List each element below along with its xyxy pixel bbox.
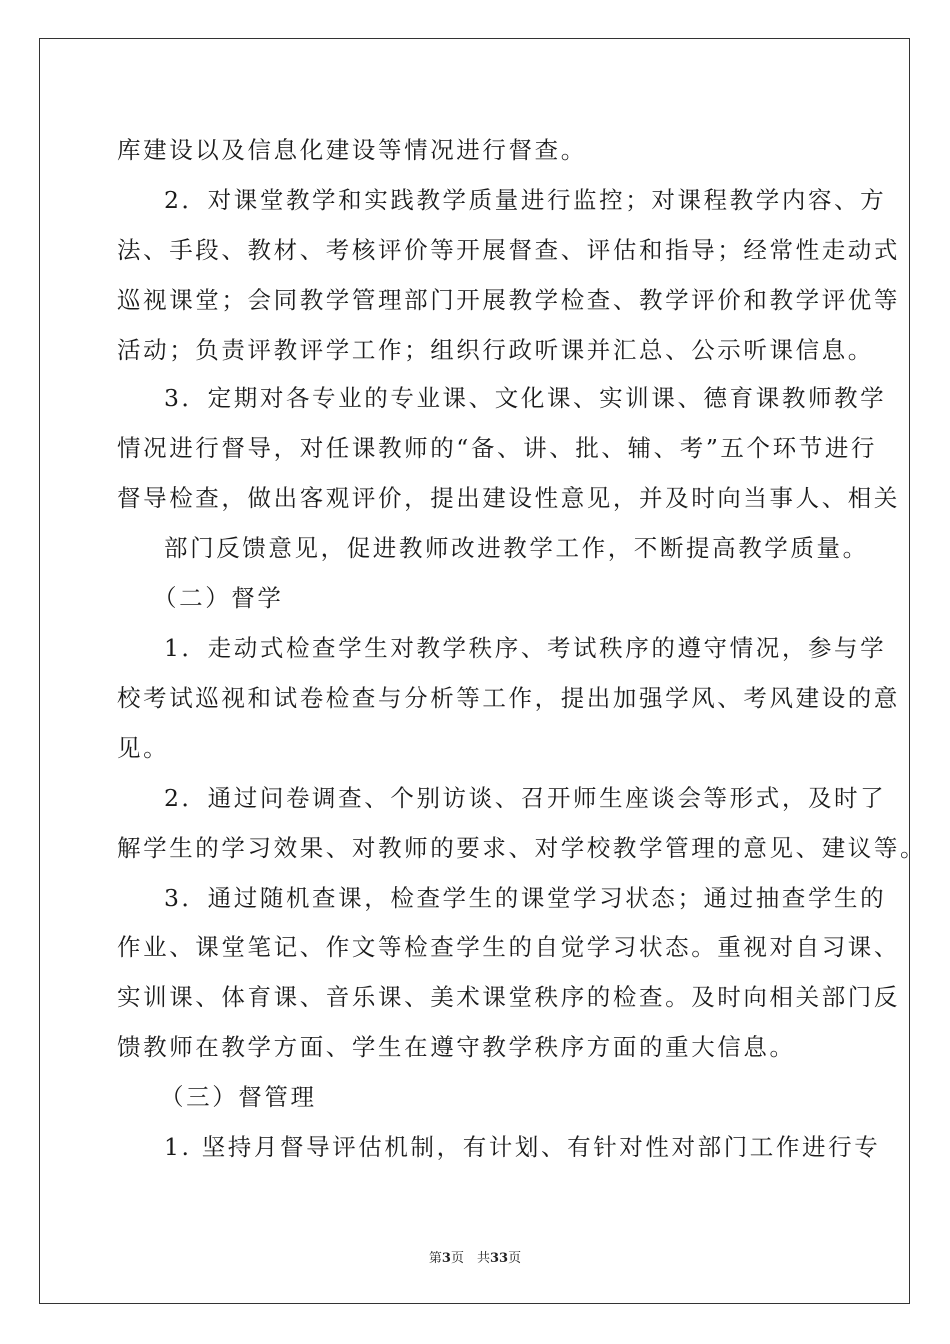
body-line: 实训课、体育课、音乐课、美术课堂秩序的检查。及时向相关部门反 — [117, 983, 900, 1011]
body-line: 3．通过随机查课，检查学生的课堂学习状态；通过抽查学生的 — [164, 884, 887, 912]
total-page-count: 33 — [489, 1251, 509, 1266]
footer-suffix: 页 — [508, 1251, 522, 1266]
body-line: 法、手段、教材、考核评价等开展督查、评估和指导；经常性走动式 — [117, 236, 900, 264]
section-heading: （三）督管理 — [160, 1083, 317, 1111]
body-line: 作业、课堂笔记、作文等检查学生的自觉学习状态。重视对自习课、 — [117, 933, 900, 961]
body-line: 部门反馈意见，促进教师改进教学工作，不断提高教学质量。 — [164, 534, 869, 562]
body-line: 3．定期对各专业的专业课、文化课、实训课、德育课教师教学 — [164, 384, 887, 412]
body-line: 督导检查，做出客观评价，提出建设性意见，并及时向当事人、相关 — [117, 484, 900, 512]
footer-prefix: 第 — [428, 1251, 442, 1266]
body-line: 库建设以及信息化建设等情况进行督查。 — [117, 136, 587, 164]
page-border — [39, 38, 910, 1304]
body-line: 1. 坚持月督导评估机制，有计划、有针对性对部门工作进行专 — [164, 1133, 881, 1161]
body-line: 校考试巡视和试卷检查与分析等工作，提出加强学风、考风建设的意 — [117, 684, 900, 712]
body-line: 2．对课堂教学和实践教学质量进行监控；对课程教学内容、方 — [164, 186, 887, 214]
page-footer — [0, 1247, 950, 1266]
body-line: 解学生的学习效果、对教师的要求、对学校教学管理的意见、建议等。 — [117, 834, 927, 862]
current-page-number: 3 — [441, 1251, 451, 1266]
body-line: 情况进行督导，对任课教师的“备、讲、批、辅、考”五个环节进行 — [117, 434, 878, 462]
body-line: 活动；负责评教评学工作；组织行政听课并汇总、公示听课信息。 — [117, 336, 874, 364]
body-line: 1．走动式检查学生对教学秩序、考试秩序的遵守情况，参与学 — [164, 634, 887, 662]
body-line: 见。 — [117, 734, 170, 762]
body-line: 巡视课堂；会同教学管理部门开展教学检查、教学评价和教学评优等 — [117, 286, 900, 314]
section-heading: （二）督学 — [153, 584, 284, 612]
body-line: 2．通过问卷调查、个别访谈、召开师生座谈会等形式，及时了 — [164, 784, 887, 812]
footer-mid: 页 共 — [450, 1251, 490, 1266]
body-line: 馈教师在教学方面、学生在遵守教学秩序方面的重大信息。 — [117, 1033, 796, 1061]
